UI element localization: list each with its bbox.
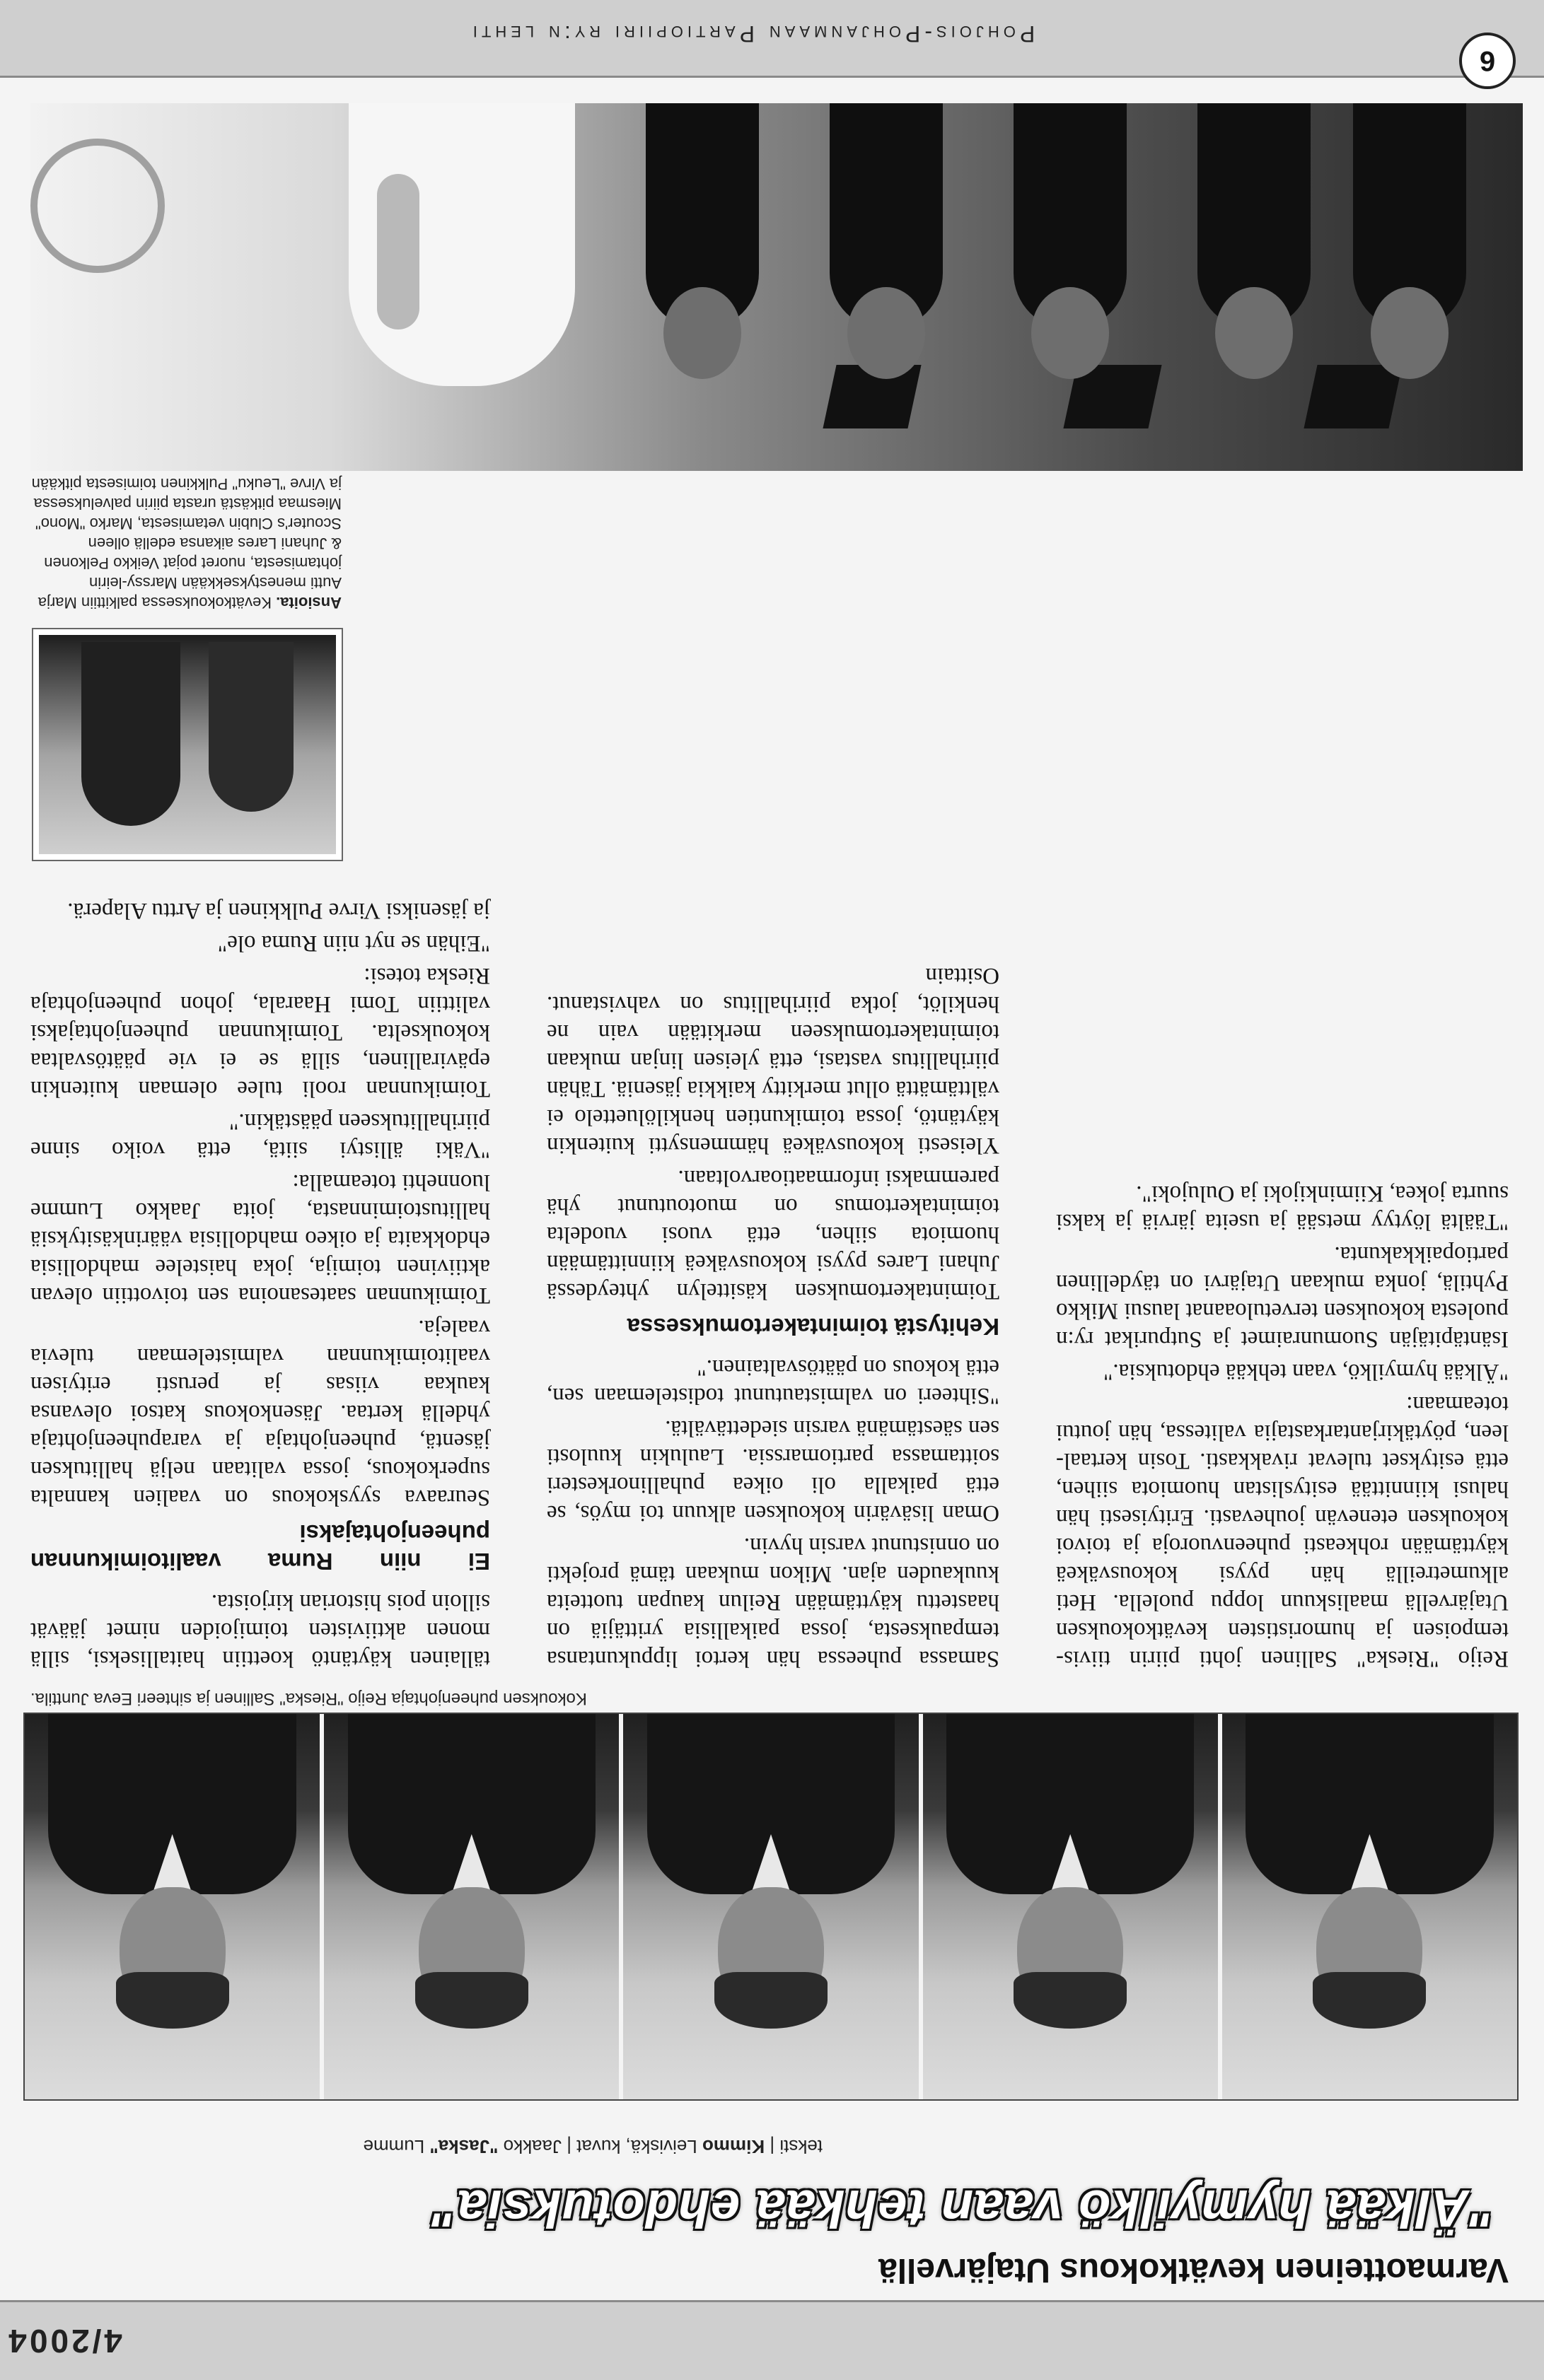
- caption-label: Ansioita.: [276, 594, 342, 612]
- paragraph: Yleisesti kokousväkeä hämmensytti kuitenkin käytäntö, jossa toimikuntien henkilöluettelo ei välttämättä ollut merkitty kaikkia jäseniä. Tähän piirihallitus vastasi, että yleisen linjan mukaan toimintakertomukseen merkitään vain ne henkilöt, jotka piirihallitus on vahvistanut. Osittain: [547, 963, 999, 1158]
- paragraph: Oman lisävärin kokouksen alkuun toi myös, se että paikalla oli oikea puhallinorkesteri soittamassa partiomarssia. Laulukin kuulosti sen säestämänä varsin siedettävältä.: [547, 1416, 999, 1526]
- paragraph: "Eihän se nyt niin Ruma ole": [217, 931, 490, 956]
- footer-title: Pohjois-Pohjanmaan Partiopiiri ry:n lehti: [468, 21, 1035, 47]
- subheading: Kehitystä toimintakertomuksessa: [627, 1314, 999, 1340]
- paragraph: "Älkää hymyilkö, vaan tehkää ehdotuksia.": [1103, 1359, 1509, 1384]
- orchestra-photo: [30, 103, 1523, 471]
- paragraph: Toimintakertomuksen käsittelyn yhteydessä Juhani Lares pyysi kokousväkeä kiinnittämään huomiota siihen, että vuosi vuodelta toimintakertomus on muotoutunut yhä paremmaksi informaatioarvoltaan.: [547, 1165, 999, 1304]
- byline-author: Kimmo: [702, 2136, 765, 2157]
- photo-panel: [1218, 1714, 1517, 2099]
- byline-photographer-nick: "Jaska": [429, 2136, 499, 2157]
- paragraph: Samassa puheessa hän kertoi lippukuntansa tempauksesta, jossa paikallisia yrittäjiä on haastettu käyttämään Reilun kaupan tuotteita kuukauden ajan. Mikon mukaan tämä projekti on onnistunut varsin hyvin.: [547, 1533, 999, 1672]
- photo-panel: [919, 1714, 1218, 2099]
- column-2: [547, 957, 999, 1673]
- page-number: 6: [1459, 33, 1516, 89]
- paragraph: ja jäseniksi Virve Pulkkinen ja Arttu Alaperä.: [67, 898, 490, 923]
- paragraph: Toimikunnan rooli tulee olemaan kuitenkin epävirallinen, sillä se ei vie päätösvaltaa kokoukselta. Toimikunnan puheenjohtajaksi valittiin Tomi Haarala, johon puheenjohtaja Rieska totesi:: [30, 963, 490, 1102]
- paragraph: "Sihteeri on valmistautunut todistelemaan sen, että kokous on päätösvaltainen.": [547, 1355, 999, 1408]
- paragraph: "Väki ällistyi siitä, että voiko sinne piirihallitukseen päästäkin.": [30, 1109, 490, 1162]
- column-1: [1056, 1175, 1509, 1673]
- top-photo-caption: Kokouksen puheenjohtaja Reijo "Rieska" Sallinen ja sihteeri Eeva Junttila.: [30, 1689, 587, 1708]
- photo-panel: [320, 1714, 619, 2099]
- paragraph: "Täältä löytyy metsää ja useita järviä ja kaksi suurta jokea, Kiiminkijoki ja Oulujoki".: [1056, 1181, 1509, 1235]
- paragraph: Isäntäpitäjän Suomunraimet ja Sutpurikat ry:n puolesta kokouksen tervetuloaanat lausui Mikko Pyhtilä, jonka mukaan Utajärvi on täydellinen partiopaikkakunta.: [1056, 1242, 1509, 1352]
- photo-panel: [25, 1714, 320, 2099]
- paragraph: Toimikunnan saatesanoina sen toivottiin olevan aktiivinen toimija, joka haistelee mahdollisia ehdokkaita ja oikeo mahdollisia väärinkäsityksiä hallitustoiminnasta, joita Jaakko Lumme luonnehti toteamalla:: [30, 1169, 490, 1308]
- issue-number: 4/2004: [6, 2323, 122, 2359]
- award-photo: [33, 629, 342, 860]
- article-title: "Älkää hymyilkö vaan tehkää ehdotuksia": [431, 2179, 1494, 2238]
- byline-end: Lumme: [363, 2136, 425, 2157]
- article-kicker: Varmaotteinen kevätkokous Utajärvellä: [878, 2251, 1509, 2289]
- caption-text: Kevätkokouksessa palkittiin Marja Autti menestyksekkään Marssy-leirin johtamisesta, nuoret pojat Veikko Pelkonen & Juhani Lares aikansa edellä olleen Scouter's Clubin vetamisesta, Marko "Mono" Miesmaa pitkästä urasta piirin palveluksessa ja Virve "Leuku" Pulkkinen toimisesta pitkään: [31, 475, 342, 612]
- byline-mid: Leiviskä, kuvat | Jaakko: [503, 2136, 697, 2157]
- paragraph: Reijo "Rieska" Sallinen johti piirin tiivistempoisen ja humorististen kevätkokouksen Utajärvellä maaliskuun loppu puolella. Heti alkumetreillä hän pyysi kokousväkeä käyttämään rohkeasti puheenvuoroja ja toivoi kokouksen etenevän jouhevasti. Erityisesti hän halusi kiinnittää esityslistan huomiota siihen, että esitykset tulevat rivakkasti. Tosin kertaalleen, pöytäkirjantarkastajia valitessa, hän joutui toteamaan:: [1056, 1392, 1509, 1672]
- award-photo-caption: [30, 454, 342, 612]
- paragraph: Seuraava syyskokous on vaalien kannalta superkokous, jossa valitaan neljä hallituksen jäsentä, puheenjohtaja ja varapuheenjohtaja yhdellä kertaa. Jäsenkokous katsoi olevansa kaukaa viisas ja perusti erityisen vaalitoimikunnan valmistelemaan tulevia vaaleja.: [30, 1315, 490, 1510]
- byline-prefix: teksti |: [770, 2136, 823, 2157]
- header-bar: [0, 2300, 1544, 2380]
- byline: [363, 2135, 823, 2157]
- subheading: Ei niin Ruma vaalitoimikunnan puheenjohtajaksi: [30, 1520, 490, 1575]
- paragraph: tällainen käytäntö koettiin haitalliseksi, sillä monen aktiivisten toimijoiden nimet jäävät silloin pois historian kirjoista.: [30, 1589, 490, 1672]
- top-photo-strip: [23, 1713, 1519, 2101]
- photo-panel: [619, 1714, 918, 2099]
- column-3: [30, 892, 490, 1673]
